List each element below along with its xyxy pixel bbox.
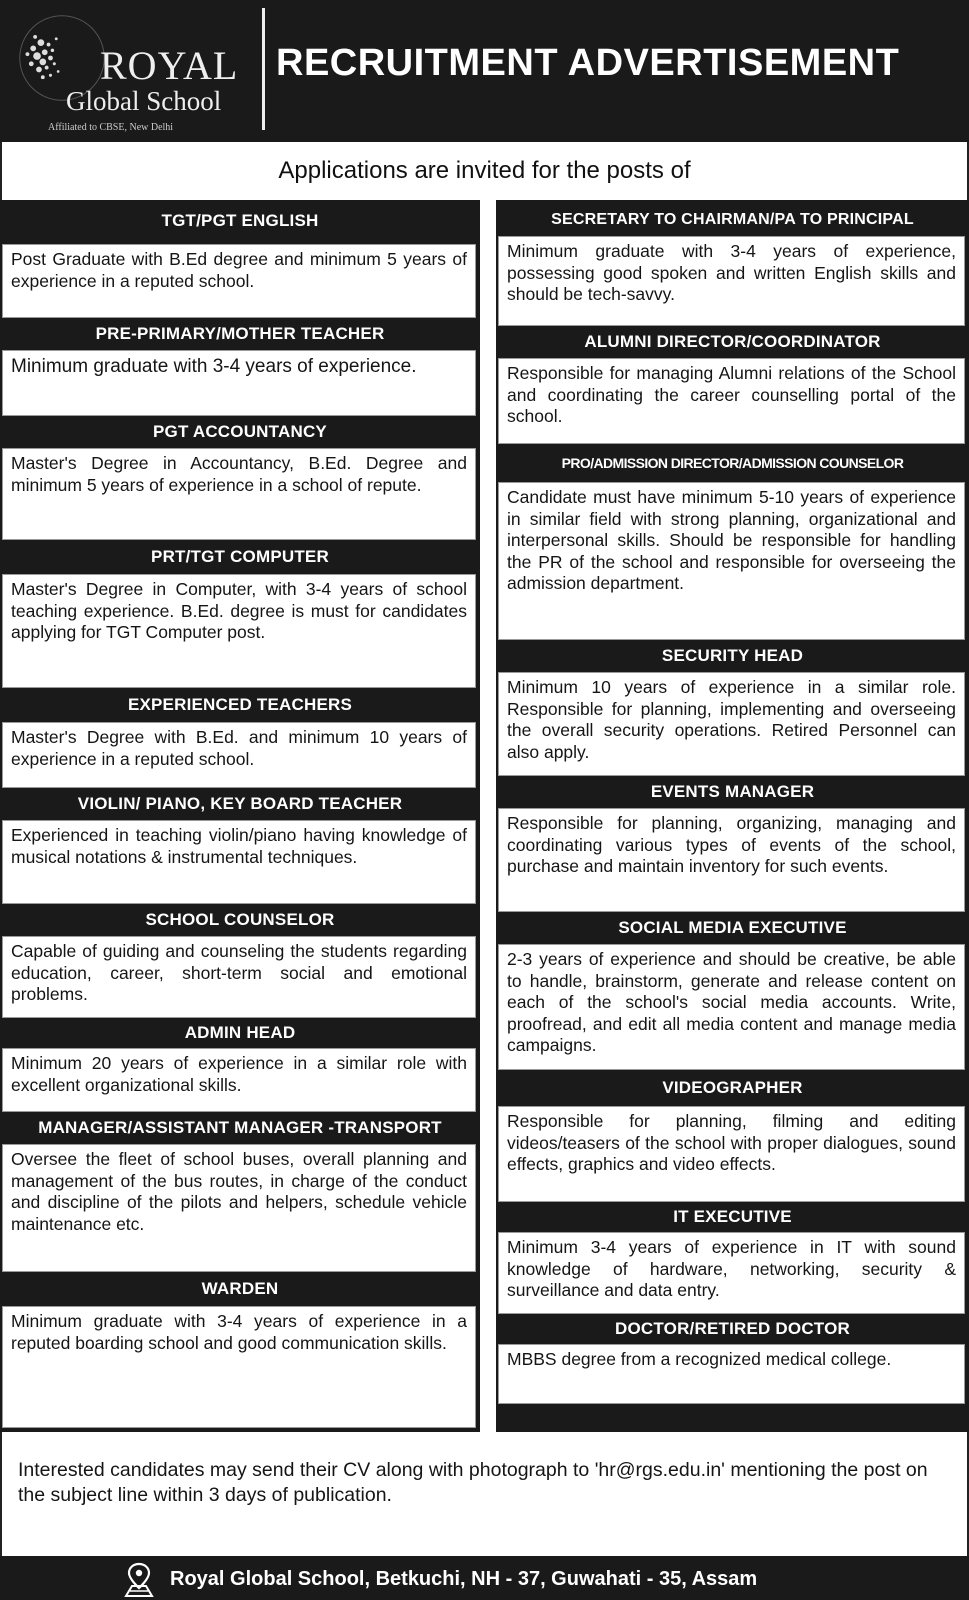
post-card [0,318,480,416]
post-description: Minimum 20 years of experience in a similar role with excellent organizational skills. [2,1048,476,1112]
post-card [496,776,969,912]
post-title: ALUMNI DIRECTOR/COORDINATOR [584,332,881,351]
post-description: Master's Degree in Accountancy, B.Ed. Degree and minimum 5 years of experience in a school of repute. [2,448,476,540]
right-posts-column [496,200,969,1432]
post-title: ADMIN HEAD [184,1023,296,1042]
post-card [0,204,480,318]
post-title: SOCIAL MEDIA EXECUTIVE [618,918,847,937]
post-card [496,444,969,640]
post-title: VIDEOGRAPHER [662,1078,803,1097]
post-title: WARDEN [201,1279,279,1298]
post-title: EXPERIENCED TEACHERS [127,695,353,714]
post-card [496,326,969,444]
page-title: RECRUITMENT ADVERTISEMENT [276,42,900,84]
post-title: SECURITY HEAD [661,646,804,665]
post-description: Minimum 10 years of experience in a similar role. Responsible for planning, implementing and overseeing the overall security operations. Retired Personnel can also apply. [498,672,965,776]
post-description: Capable of guiding and counseling the students regarding education, career, short-term social and emotional problems. [2,936,476,1018]
post-card [496,640,969,776]
post-description: Minimum graduate with 3-4 years of experience. [2,350,476,416]
post-description: Responsible for planning, organizing, managing and coordinating various types of events of the school, purchase and maintain inventory for such events. [498,808,965,912]
post-title: TGT/PGT ENGLISH [161,211,319,230]
school-address: Royal Global School, Betkuchi, NH - 37, Guwahati - 35, Assam [170,1568,758,1590]
logo-affiliation-text: Affiliated to CBSE, New Delhi [48,122,174,133]
post-description: Oversee the fleet of school buses, overall planning and management of the bus routes, in charge of the conduct and discipline of the pilots and helpers, schedule vehicle maintenance etc. [2,1144,476,1272]
post-card [496,912,969,1070]
post-title: MANAGER/ASSISTANT MANAGER -TRANSPORT [38,1118,442,1137]
post-card [0,1272,480,1428]
post-title: PGT ACCOUNTANCY [153,422,327,441]
post-description: Responsible for managing Alumni relations of the School and coordinating the career counselling portal of the school. [498,358,965,444]
post-title: IT EXECUTIVE [673,1207,792,1226]
post-card [496,1314,969,1404]
post-title: PRE-PRIMARY/MOTHER TEACHER [95,324,385,343]
post-card [496,1070,969,1202]
post-description: 2-3 years of experience and should be creative, be able to handle, brainstorm, generate and release content on each of the school's social media accounts. Write, proofread, and edit all media content and manage media campaigns. [498,944,965,1070]
application-instructions: Interested candidates may send their CV along with photograph to 'hr@rgs.edu.in' mentioning the post on the subject line within 3 days of publication. [0,1432,969,1556]
post-card [496,204,969,326]
post-description: Post Graduate with B.Ed degree and minimum 5 years of experience in a reputed school. [2,244,476,318]
post-card [0,688,480,788]
post-title: PRO/ADMISSION DIRECTOR/ADMISSION COUNSELOR [561,455,904,471]
post-title: VIOLIN/ PIANO, KEY BOARD TEACHER [77,794,403,813]
post-card [0,1018,480,1112]
intro-text: Applications are invited for the posts of [0,142,969,200]
post-card [0,540,480,688]
post-description: Minimum graduate with 3-4 years of experience in a reputed boarding school and good communication skills. [2,1306,476,1428]
post-title: EVENTS MANAGER [650,782,815,801]
post-title: SECRETARY TO CHAIRMAN/PA TO PRINCIPAL [551,211,914,228]
post-description: Minimum graduate with 3-4 years of experience, possessing good spoken and written English skills and should be tech-savvy. [498,236,965,326]
school-logo [10,6,262,134]
left-posts-column [0,200,480,1432]
post-title: PRT/TGT COMPUTER [151,547,329,566]
post-title: DOCTOR/RETIRED DOCTOR [615,1319,850,1338]
post-description: Responsible for planning, filming and editing videos/teasers of the school with proper dialogues, sound effects, graphics and video effects. [498,1106,965,1202]
logo-royal-text: ROYAL [100,43,239,88]
post-card [496,1202,969,1314]
post-description: Minimum 3-4 years of experience in IT with sound knowledge of hardware, networking, security & surveillance and data entry. [498,1232,965,1314]
header-divider [262,8,265,130]
post-description: MBBS degree from a recognized medical college. [498,1344,965,1404]
post-title: SCHOOL COUNSELOR [145,910,335,929]
address-bar [0,1556,969,1600]
post-card [0,1112,480,1272]
location-pin-icon [122,1562,156,1598]
header-banner [0,0,969,142]
post-card [0,788,480,904]
post-description: Master's Degree with B.Ed. and minimum 10 years of experience in a reputed school. [2,722,476,788]
post-description: Candidate must have minimum 5-10 years of experience in similar field with strong planning, organizational and interpersonal skills. Should be responsible for handling the PR of the school and responsible for overseeing the admission department. [498,482,965,640]
post-description: Master's Degree in Computer, with 3-4 years of school teaching experience. B.Ed. degree is must for candidates applying for TGT Computer post. [2,574,476,688]
post-card [0,416,480,540]
logo-global-school-text: Global School [66,86,222,116]
post-card [0,904,480,1018]
post-description: Experienced in teaching violin/piano having knowledge of musical notations & instrumental techniques. [2,820,476,904]
